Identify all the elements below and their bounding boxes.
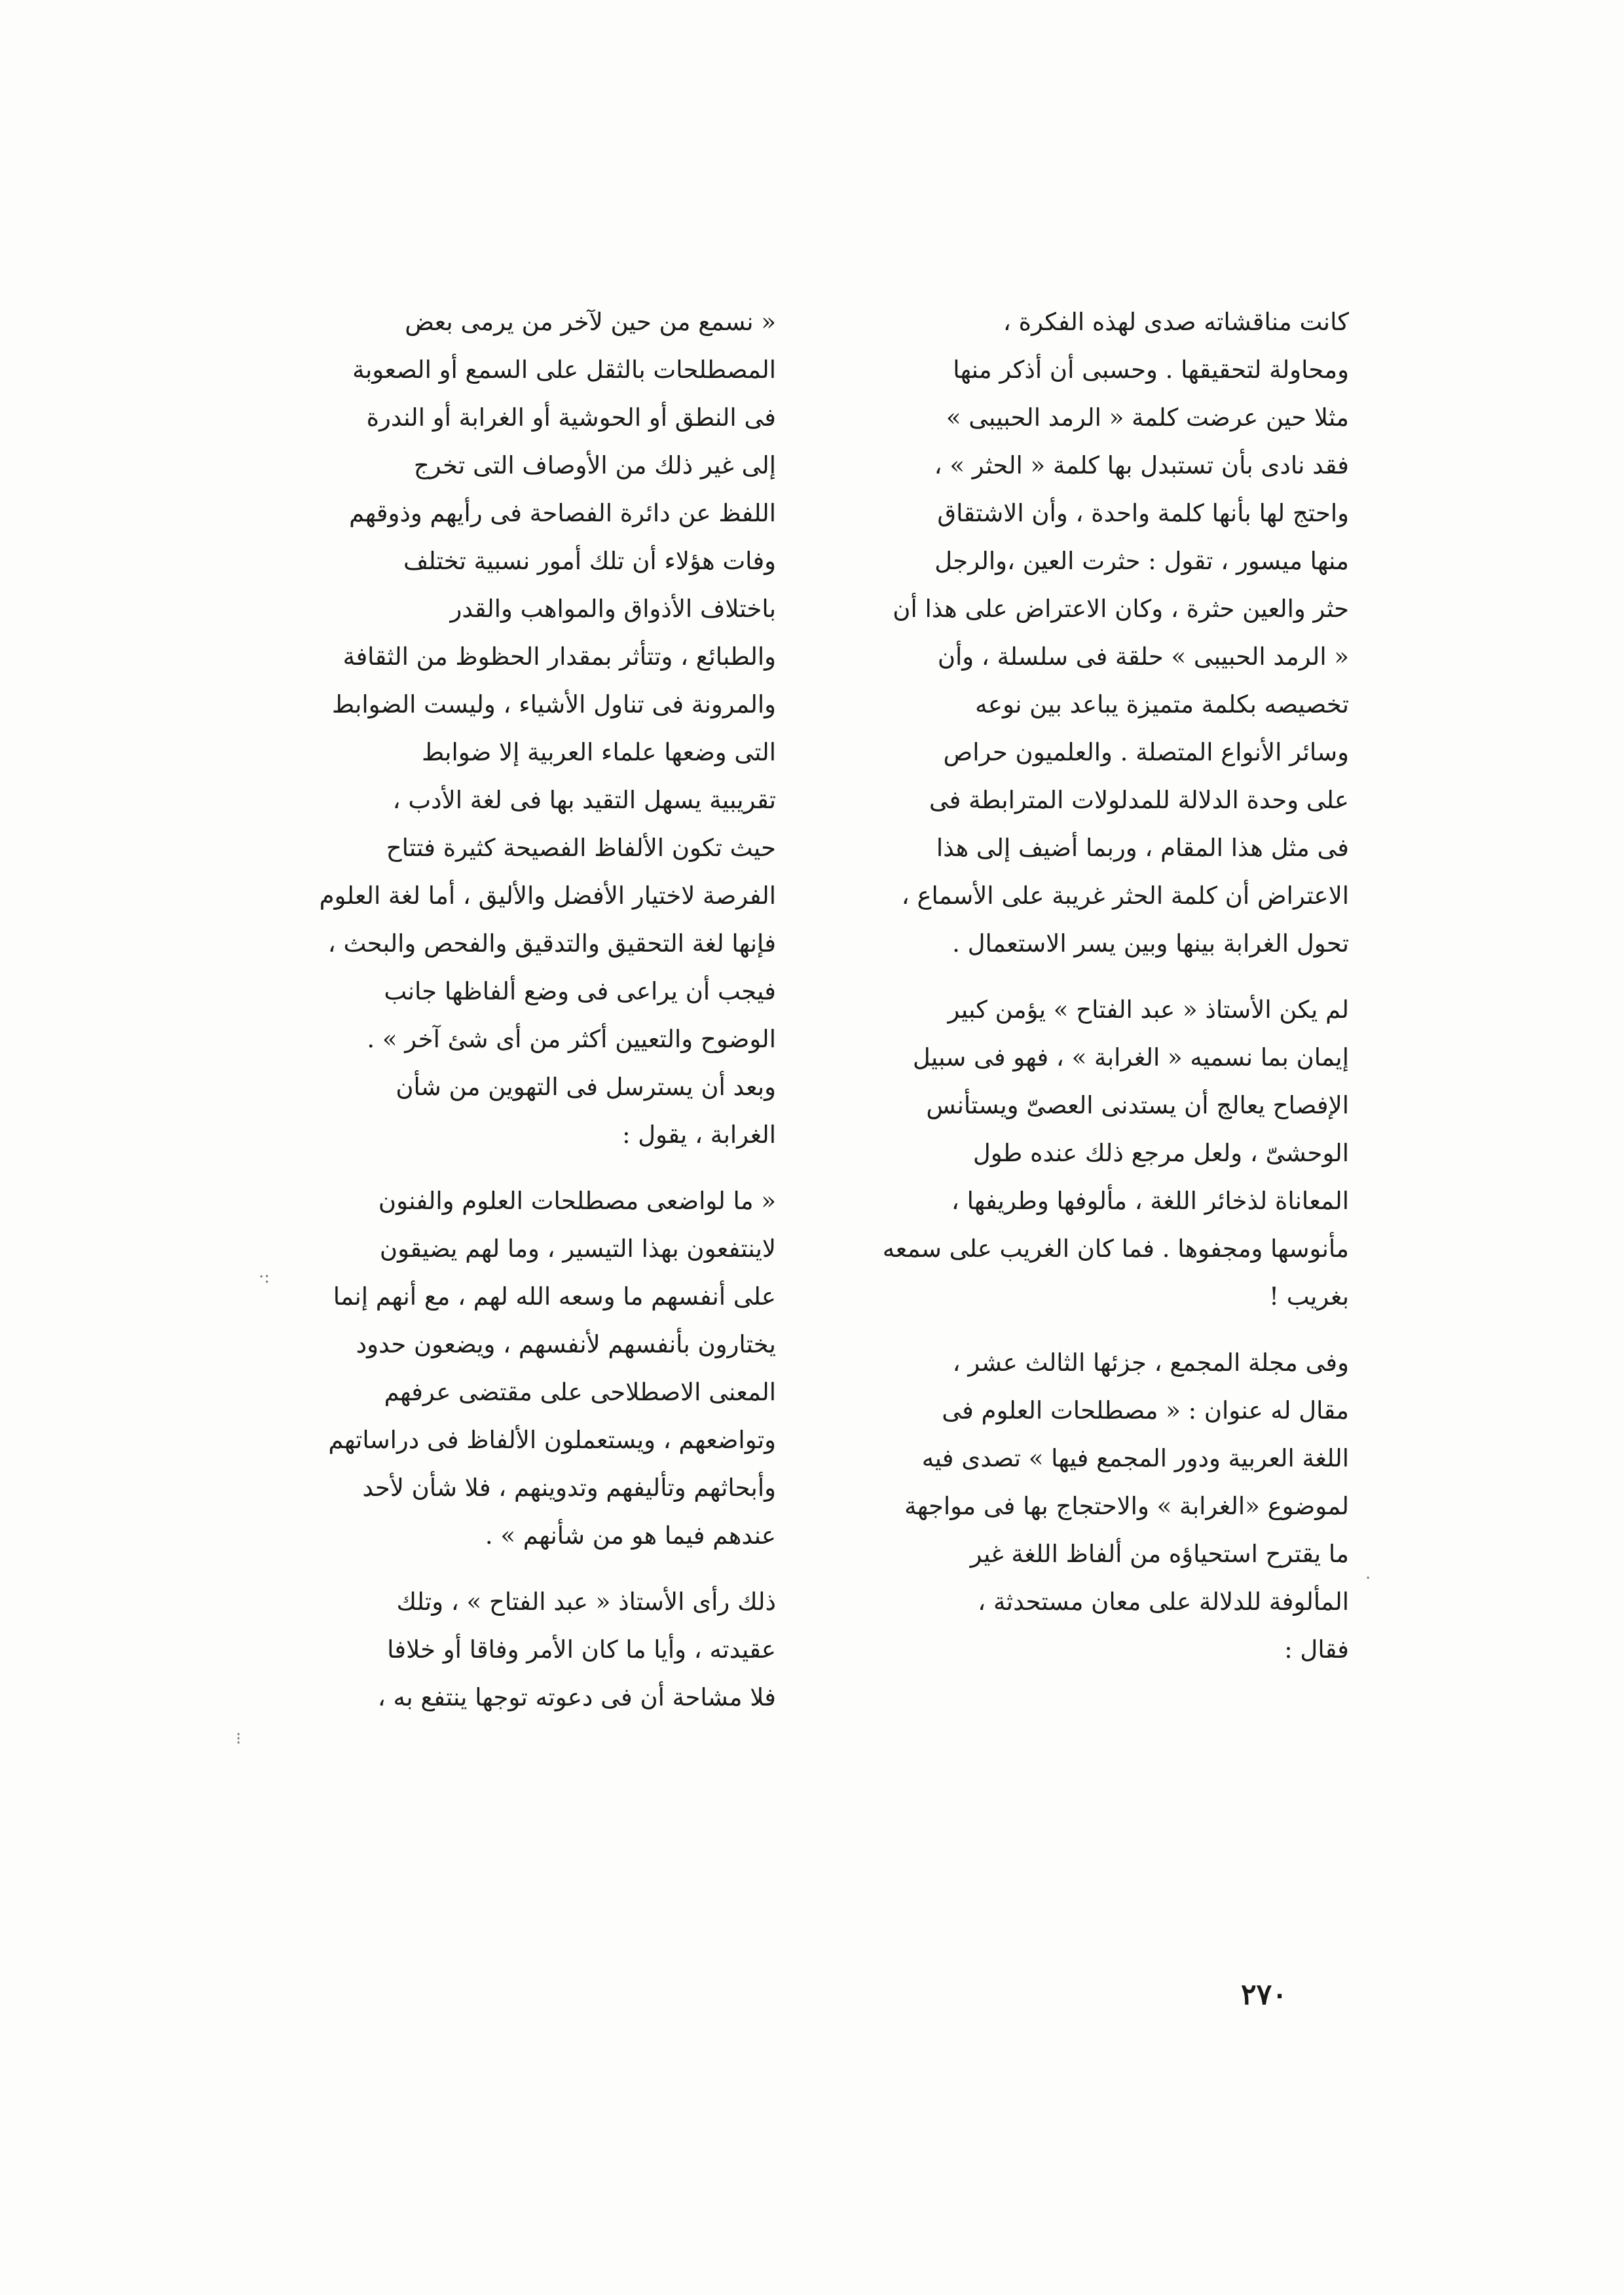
- right-column: [851, 298, 1349, 1692]
- scan-speck-icon: ⁝: [236, 1729, 242, 1749]
- paragraph: وفى مجلة المجمع ، جزئها الثالث عشر ، مقال له عنوان : « مصطلحات العلوم فى اللغة العربية ودور المجمع فيها » تصدى فيه لموضوع «الغرابة » والاحتجاج بها فى مواجهة ما يقترح استحياؤه من ألفاظ اللغة غير المألوفة للدلالة على معان مستحدثة ، فقال :: [904, 1349, 1349, 1664]
- scan-speck-icon: ·: [1365, 1569, 1371, 1588]
- paragraph: « نسمع من حين لآخر من يرمى بعض المصطلحات بالثقل على السمع أو الصعوبة فى النطق أو الحوشية أو الغرابة أو الندرة إلى غير ذلك من الأوصاف التى تخرج اللفظ عن دائرة الفصاحة فى رأيهم وذوقهم وفات هؤلاء أن تلك أمور نسبية تختلف باختلاف الأذواق والمواهب والقدر والطبائع ، وتتأثر بمقدار الحظوظ من الثقافة والمرونة فى تناول الأشياء ، وليست الضوابط التى وضعها علماء العربية إلا ضوابط تقريبية يسهل التقيد بها فى لغة الأدب ، حيث تكون الألفاظ الفصيحة كثيرة فتتاح الفرصة لاختيار الأفضل والأليق ، أما لغة العلوم فإنها لغة التحقيق والتدقيق والفحص والبحث ، فيجب أن يراعى فى وضع ألفاظها جانب الوضوح والتعيين أكثر من أى شئ آخر » . وبعد أن يسترسل فى التهوين من شأن الغرابة ، يقول :: [319, 308, 776, 1149]
- page-number: ٢٧٠: [1241, 1978, 1287, 2011]
- scan-speck-icon: ·:: [259, 1267, 270, 1287]
- paragraph: ذلك رأى الأستاذ « عبد الفتاح » ، وتلك عقيدته ، وأيا ما كان الأمر وفاقا أو خلافا فلا مشاحة أن فى دعوته توجها ينتفع به ،: [377, 1588, 776, 1711]
- paragraph: لم يكن الأستاذ « عبد الفتاح » يؤمن كبير إيمان بما نسميه « الغرابة » ، فهو فى سبيل الإفصاح يعالج أن يستدنى العصىّ ويستأنس الوحشىّ ، ولعل مرجع ذلك عنده طول المعاناة لذخائر اللغة ، مألوفها وطريفها ، مأنوسها ومجفوها . فما كان الغريب على سمعه بغريب !: [882, 996, 1349, 1311]
- left-column: [278, 298, 776, 1740]
- paragraph: كانت مناقشاته صدى لهذه الفكرة ، ومحاولة لتحقيقها . وحسبى أن أذكر منها مثلا حين عرضت كلمة « الرمد الحبيبى » فقد نادى بأن تستبدل بها كلمة « الحثر » ، واحتج لها بأنها كلمة واحدة ، وأن الاشتقاق منها ميسور ، تقول : حثرت العين ،والرجل حثر والعين حثرة ، وكان الاعتراض على هذا أن « الرمد الحبيبى » حلقة فى سلسلة ، وأن تخصيصه بكلمة متميزة يباعد بين نوعه وسائر الأنواع المتصلة . والعلميون حراص على وحدة الدلالة للمدلولات المترابطة فى فى مثل هذا المقام ، وربما أضيف إلى هذا الاعتراض أن كلمة الحثر غريبة على الأسماع ، تحول الغرابة بينها وبين يسر الاستعمال .: [893, 308, 1349, 958]
- paragraph: « ما لواضعى مصطلحات العلوم والفنون لاينتفعون بهذا التيسير ، وما لهم يضيقون على أنفسهم ما وسعه الله لهم ، مع أنهم إنما يختارون بأنفسهم لأنفسهم ، ويضعون حدود المعنى الاصطلاحى على مقتضى عرفهم وتواضعهم ، ويستعملون الألفاظ فى دراساتهم وأبحاثهم وتأليفهم وتدوينهم ، فلا شأن لأحد عندهم فيما هو من شأنهم » .: [328, 1187, 776, 1550]
